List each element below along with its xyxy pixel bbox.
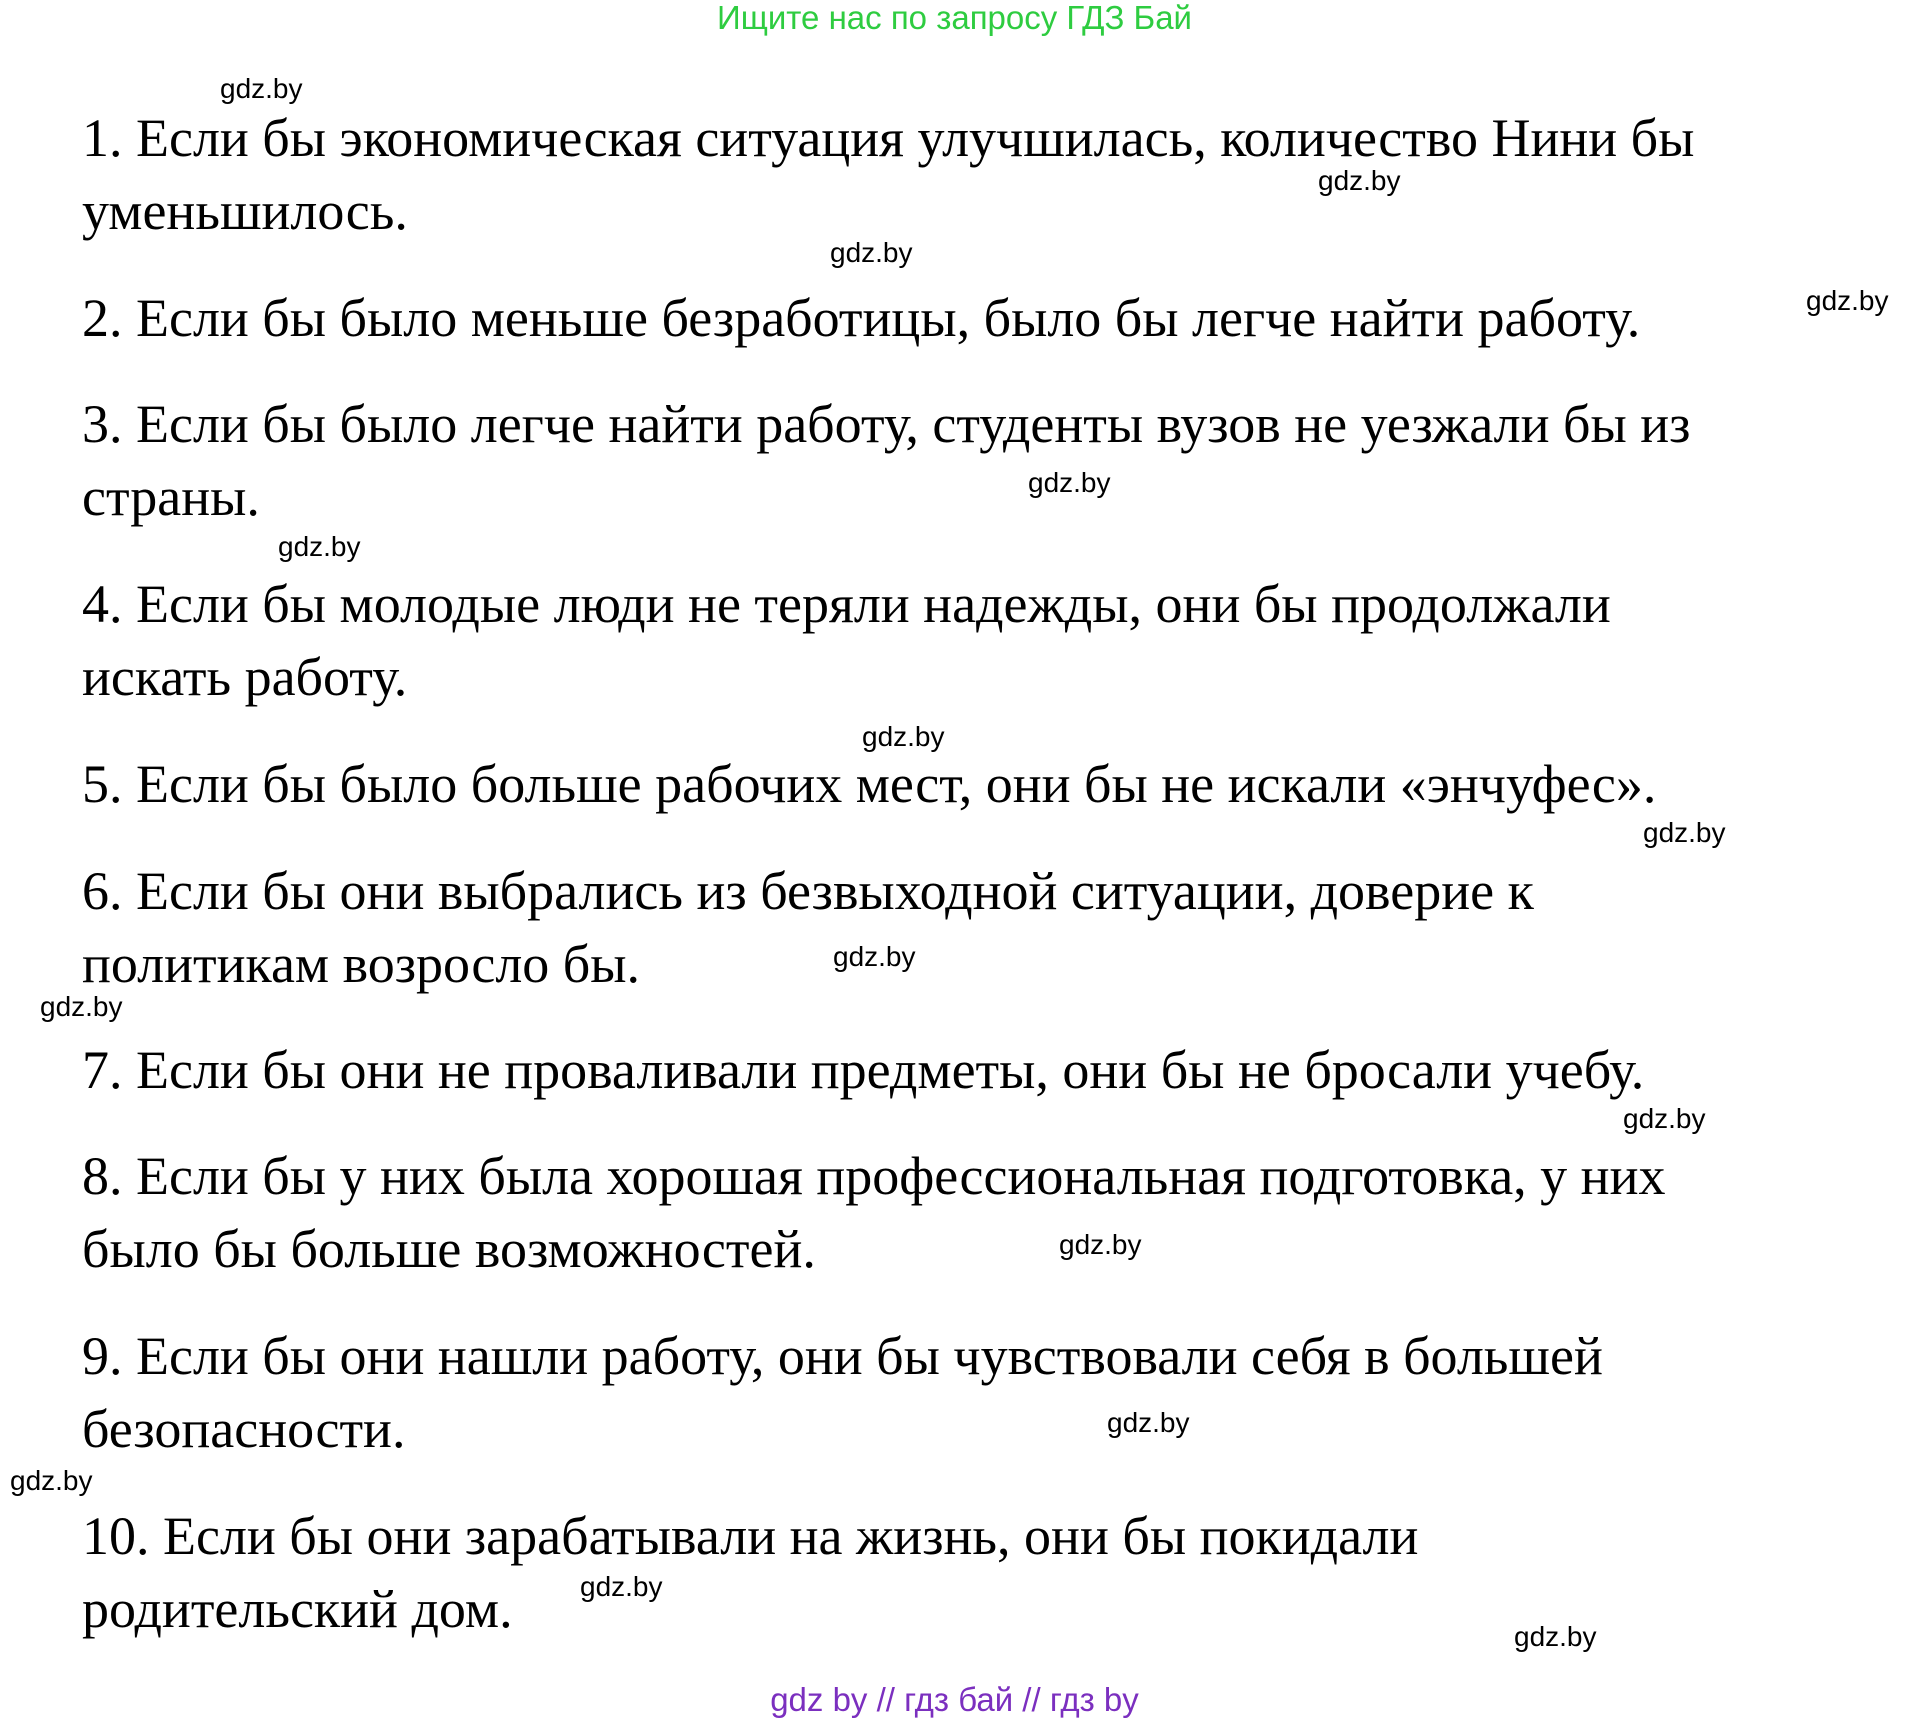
answer-10-line-1: 10. Если бы они зарабатывали на жизнь, они бы покидали bbox=[82, 1506, 1419, 1566]
answer-3-line-1: 3. Если бы было легче найти работу, студенты вузов не уезжали бы из bbox=[82, 394, 1691, 454]
answer-10 bbox=[82, 1500, 1872, 1646]
answer-6 bbox=[82, 855, 1872, 1001]
top-banner: Ищите нас по запросу ГДЗ Бай bbox=[717, 0, 1192, 36]
answer-5 bbox=[82, 748, 1872, 821]
answer-7 bbox=[82, 1034, 1872, 1107]
answer-5-line-1: 5. Если бы было больше рабочих мест, они бы не искали «энчуфес». bbox=[82, 754, 1657, 814]
watermark: gdz.by bbox=[1514, 1621, 1597, 1652]
answer-1-line-1: 1. Если бы экономическая ситуация улучшилась, количество Нини бы bbox=[82, 108, 1695, 168]
watermark: gdz.by bbox=[1318, 165, 1401, 196]
answer-6-line-2: политикам возросло бы. bbox=[82, 934, 641, 994]
footer-links: gdz by // гдз бай // гдз by bbox=[770, 1681, 1139, 1718]
answer-8-line-1: 8. Если бы у них была хорошая профессиональная подготовка, у них bbox=[82, 1146, 1666, 1206]
watermark: gdz.by bbox=[1806, 285, 1889, 316]
watermark: gdz.by bbox=[220, 73, 303, 104]
watermark: gdz.by bbox=[1643, 817, 1726, 848]
watermark: gdz.by bbox=[1059, 1229, 1142, 1260]
answer-9 bbox=[82, 1320, 1872, 1466]
answer-6-line-1: 6. Если бы они выбрались из безвыходной ситуации, доверие к bbox=[82, 861, 1534, 921]
answer-3 bbox=[82, 388, 1872, 534]
answer-8 bbox=[82, 1140, 1872, 1286]
watermark: gdz.by bbox=[1107, 1407, 1190, 1438]
watermark: gdz.by bbox=[278, 531, 361, 562]
answer-1-line-2: уменьшилось. bbox=[82, 181, 408, 241]
watermark: gdz.by bbox=[40, 991, 123, 1022]
answer-7-line-1: 7. Если бы они не проваливали предметы, они бы не бросали учебу. bbox=[82, 1040, 1645, 1100]
answer-2-line-1: 2. Если бы было меньше безработицы, было бы легче найти работу. bbox=[82, 288, 1641, 348]
watermark: gdz.by bbox=[580, 1571, 663, 1602]
watermark: gdz.by bbox=[1028, 467, 1111, 498]
answer-2 bbox=[82, 282, 1872, 355]
answer-9-line-1: 9. Если бы они нашли работу, они бы чувствовали себя в большей bbox=[82, 1326, 1603, 1386]
answer-3-line-2: страны. bbox=[82, 467, 260, 527]
watermark: gdz.by bbox=[1623, 1103, 1706, 1134]
answer-8-line-2: было бы больше возможностей. bbox=[82, 1219, 816, 1279]
answer-4 bbox=[82, 568, 1872, 714]
watermark: gdz.by bbox=[10, 1465, 93, 1496]
answer-4-line-1: 4. Если бы молодые люди не теряли надежды, они бы продолжали bbox=[82, 574, 1611, 634]
watermark: gdz.by bbox=[833, 941, 916, 972]
answer-1 bbox=[82, 102, 1872, 248]
answer-10-line-2: родительский дом. bbox=[82, 1579, 513, 1639]
answer-9-line-2: безопасности. bbox=[82, 1399, 406, 1459]
watermark: gdz.by bbox=[862, 721, 945, 752]
answer-4-line-2: искать работу. bbox=[82, 647, 408, 707]
watermark: gdz.by bbox=[830, 237, 913, 268]
